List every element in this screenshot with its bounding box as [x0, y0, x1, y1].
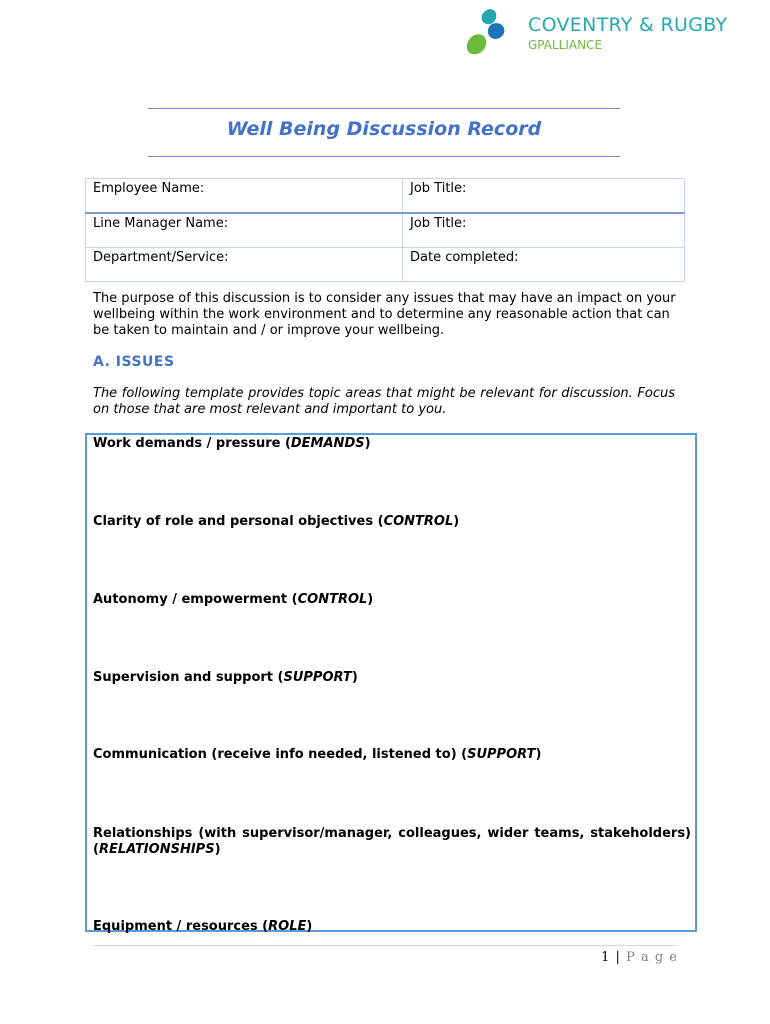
job-title-field[interactable]: Job Title:	[403, 179, 685, 214]
page-separator: |	[610, 950, 627, 965]
topic-relationships: Relationships (with supervisor/manager, colleagues, wider teams, stakeholders) (RELATIONSHIPS)	[93, 826, 691, 857]
topic-communication: Communication (receive info needed, listened to) (SUPPORT)	[93, 747, 542, 762]
date-completed-field[interactable]: Date completed:	[403, 248, 685, 282]
table-row	[86, 213, 685, 248]
title-rule-top	[148, 108, 620, 109]
logo-text-primary: COVENTRY & RUGBY	[528, 14, 728, 36]
table-row	[86, 248, 685, 282]
department-service-field[interactable]: Department/Service:	[86, 248, 403, 282]
table-row	[86, 179, 685, 214]
page-number: 1	[601, 950, 611, 965]
purpose-paragraph: The purpose of this discussion is to consider any issues that may have an impact on your wellbeing within the work environment and to determine any reasonable action that can be taken to maintain and / or improve your wellbeing.	[93, 291, 676, 338]
topic-equipment: Equipment / resources (ROLE)	[93, 919, 313, 934]
section-heading-issues: A. ISSUES	[93, 354, 175, 370]
document-title: Well Being Discussion Record	[226, 118, 542, 140]
line-manager-name-field[interactable]: Line Manager Name:	[86, 213, 403, 248]
issues-box[interactable]	[85, 433, 697, 932]
page-footer	[601, 950, 678, 965]
manager-job-title-field[interactable]: Job Title:	[403, 213, 685, 248]
page-label: P a g e	[626, 950, 678, 965]
employee-name-field[interactable]: Employee Name:	[86, 179, 403, 214]
employee-info-table	[85, 178, 685, 282]
topic-autonomy: Autonomy / empowerment (CONTROL)	[93, 592, 374, 607]
logo-text-secondary: GPALLIANCE	[528, 38, 603, 52]
section-intro: The following template provides topic areas that might be relevant for discussion. Focus on those that are most relevant and important to you.	[93, 386, 675, 417]
topic-demands: Work demands / pressure (DEMANDS)	[93, 436, 371, 451]
topic-supervision: Supervision and support (SUPPORT)	[93, 670, 358, 685]
logo-mark-icon	[462, 6, 526, 58]
topic-clarity: Clarity of role and personal objectives (CONTROL)	[93, 514, 460, 529]
footer-rule	[93, 945, 678, 946]
title-rule-bottom	[148, 156, 620, 157]
company-logo	[462, 6, 762, 58]
